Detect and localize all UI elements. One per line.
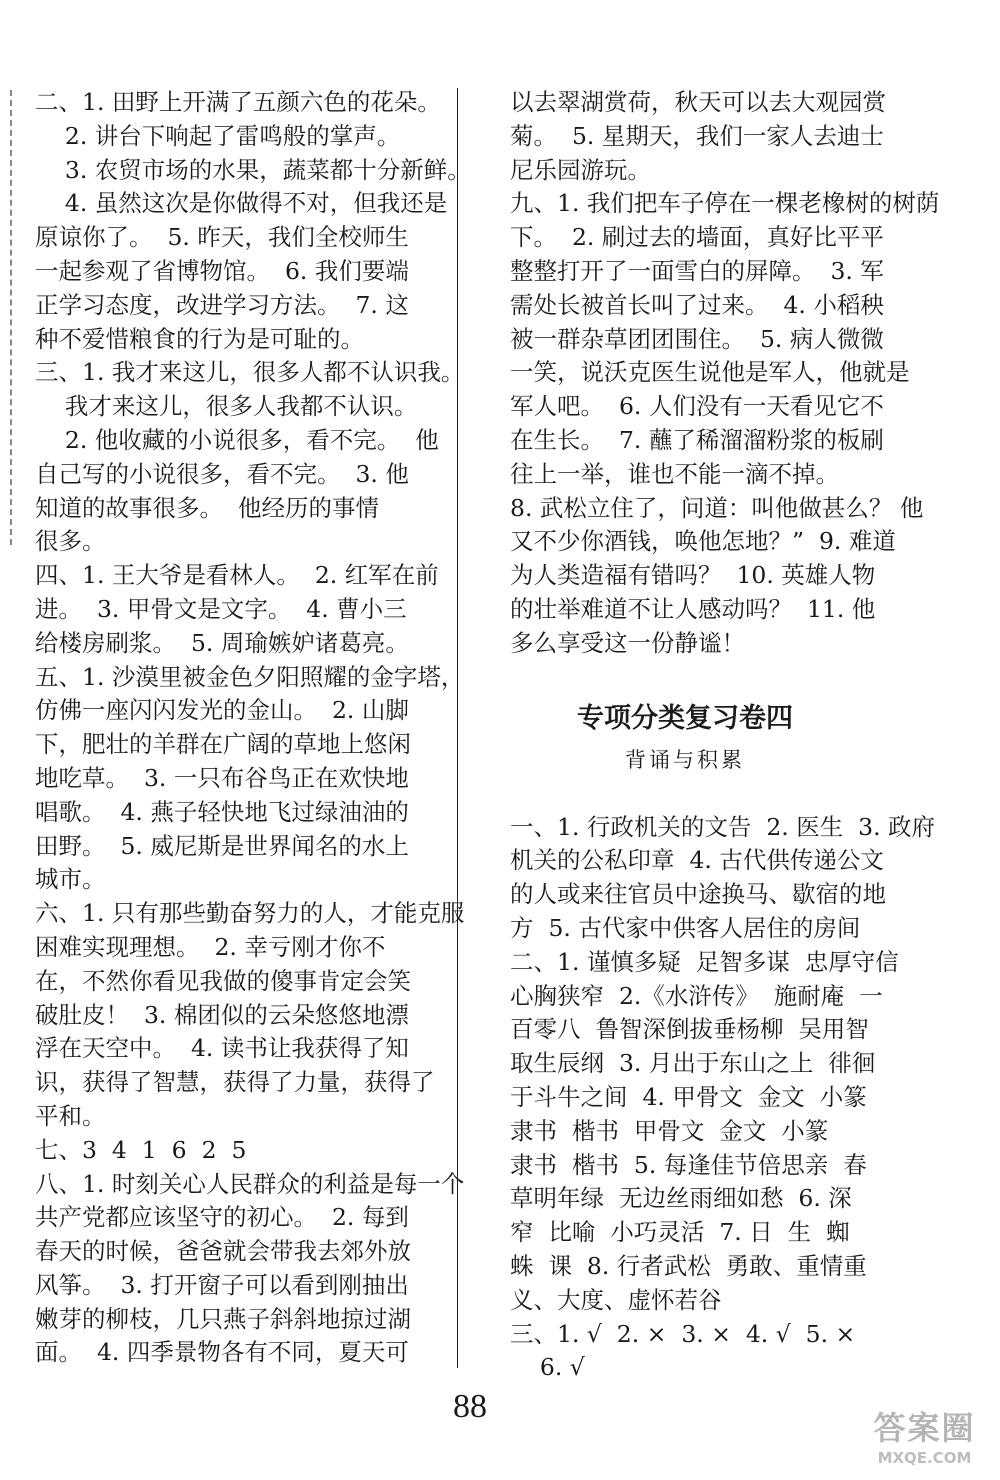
answer-line: 军人吧。 6. 人们没有一天看见它不 bbox=[510, 392, 884, 421]
answer-line: 我才来这儿，很多人我都不认识。 bbox=[35, 392, 418, 421]
answer-line: 六、1. 只有那些勤奋努力的人，才能克服 bbox=[35, 899, 465, 928]
answer-line: 心胸狭窄 2.《水浒传》 施耐庵 一 bbox=[510, 981, 883, 1010]
answer-line: 七、3 4 1 6 2 5 bbox=[35, 1135, 247, 1164]
answer-line: 一笑，说沃克医生说他是军人，他就是 bbox=[510, 358, 910, 387]
answer-line: 嫩芽的柳枝，几只燕子斜斜地掠过湖 bbox=[35, 1304, 411, 1333]
answer-line: 又不少你酒钱，唤他怎地？” 9. 难道 bbox=[510, 527, 896, 556]
answer-line: 田野。 5. 威尼斯是世界闻名的水上 bbox=[35, 831, 409, 860]
answer-line: 四、1. 王大爷是看林人。 2. 红军在前 bbox=[35, 561, 439, 590]
answer-line: 草明年绿 无边丝雨细如愁 6. 深 bbox=[510, 1184, 852, 1213]
answer-line: 的人或来往官员中途换马、歇宿的地 bbox=[510, 880, 886, 909]
answer-line: 在生长。 7. 蘸了稀溜溜粉浆的板刷 bbox=[510, 425, 884, 454]
answer-line: 春天的时候，爸爸就会带我去郊外放 bbox=[35, 1237, 411, 1266]
answer-line: 唱歌。 4. 燕子轻快地飞过绿油油的 bbox=[35, 797, 409, 826]
answer-line: 隶书 楷书 5. 每逢佳节倍思亲 春 bbox=[510, 1150, 867, 1179]
answer-line: 4. 虽然这次是你做得不对，但我还是 bbox=[35, 189, 448, 218]
answer-line: 破肚皮！ 3. 棉团似的云朵悠悠地漂 bbox=[35, 1000, 409, 1029]
page-number: 88 bbox=[453, 1388, 487, 1425]
answer-line: 城市。 bbox=[35, 865, 106, 894]
answer-line: 6. √ bbox=[510, 1353, 585, 1382]
answer-line: 一、1. 行政机关的文告 2. 医生 3. 政府 bbox=[510, 812, 936, 841]
watermark-logo: 答案圈 bbox=[873, 1409, 976, 1447]
answer-line: 很多。 bbox=[35, 527, 106, 556]
answer-line: 种不爱惜粮食的行为是可耻的。 bbox=[35, 324, 364, 353]
answer-line: 的壮举难道不让人感动吗？ 11. 他 bbox=[510, 594, 876, 623]
answer-line: 平和。 bbox=[35, 1101, 106, 1130]
answer-line: 下。 2. 刷过去的墙面，真好比平平 bbox=[510, 223, 884, 252]
binding-dashed-line bbox=[10, 90, 12, 545]
answer-line: 义、大度、虚怀若谷 bbox=[510, 1285, 722, 1314]
answer-line: 8. 武松立住了，问道：叫他做甚么？ 他 bbox=[510, 493, 924, 522]
answer-line: 知道的故事很多。 他经历的事情 bbox=[35, 493, 379, 522]
answer-line: 原谅你了。 5. 昨天，我们全校师生 bbox=[35, 223, 409, 252]
answer-line: 尼乐园游玩。 bbox=[510, 155, 651, 184]
answer-line: 地吃草。 3. 一只布谷鸟正在欢快地 bbox=[35, 763, 409, 792]
right-top-answers bbox=[510, 86, 940, 661]
answer-line: 菊。 5. 星期天，我们一家人去迪士 bbox=[510, 121, 884, 150]
answer-line: 窄 比喻 小巧灵活 7. 日 生 蜘 bbox=[510, 1218, 850, 1247]
answer-line: 仿佛一座闪闪发光的金山。 2. 山脚 bbox=[35, 696, 409, 725]
answer-line: 进。 3. 甲骨文是文字。 4. 曹小三 bbox=[35, 594, 407, 623]
answer-line: 机关的公私印章 4. 古代供传递公文 bbox=[510, 846, 884, 875]
answer-line: 浮在天空中。 4. 读书让我获得了知 bbox=[35, 1034, 409, 1063]
answer-line: 整整打开了一面雪白的屏障。 3. 军 bbox=[510, 256, 884, 285]
section-title: 专项分类复习卷四 bbox=[577, 702, 793, 734]
answer-line: 在，不然你看见我做的傻事肯定会笑 bbox=[35, 966, 411, 995]
watermark-url: MXQE.COM bbox=[877, 1449, 972, 1467]
answer-line: 百零八 鲁智深倒拔垂杨柳 吴用智 bbox=[510, 1015, 869, 1044]
answer-line: 被一群杂草团团围住。 5. 病人微微 bbox=[510, 324, 884, 353]
answer-line: 3. 农贸市场的水果，蔬菜都十分新鲜。 bbox=[35, 155, 471, 184]
answer-line: 二、1. 田野上开满了五颜六色的花朵。 bbox=[35, 88, 441, 116]
answer-line: 困难实现理想。 2. 幸亏刚才你不 bbox=[35, 932, 386, 961]
answer-line: 风筝。 3. 打开窗子可以看到刚抽出 bbox=[35, 1270, 409, 1299]
answer-line: 一起参观了省博物馆。 6. 我们要端 bbox=[35, 256, 409, 285]
answer-line: 八、1. 时刻关心人民群众的利益是每一个 bbox=[35, 1169, 465, 1198]
answer-line: 九、1. 我们把车子停在一棵老橡树的树荫 bbox=[510, 189, 940, 218]
answer-line: 多么享受这一份静谧！ bbox=[510, 628, 745, 657]
right-column bbox=[510, 86, 940, 1385]
answer-line: 面。 4. 四季景物各有不同，夏天可 bbox=[35, 1338, 409, 1367]
answer-line: 需处长被首长叫了过来。 4. 小稻秧 bbox=[510, 290, 884, 319]
section-subtitle: 背诵与积累 bbox=[625, 747, 745, 772]
answer-line: 共产党都应该坚守的初心。 2. 每到 bbox=[35, 1203, 409, 1232]
answer-line: 二、1. 谨慎多疑 足智多谋 忠厚守信 bbox=[510, 947, 899, 976]
answer-line: 取生辰纲 3. 月出于东山之上 徘徊 bbox=[510, 1049, 876, 1078]
answer-line: 蛛 课 8. 行者武松 勇敢、重情重 bbox=[510, 1251, 867, 1280]
right-bottom-answers bbox=[510, 811, 936, 1386]
watermark bbox=[857, 1396, 992, 1474]
answer-line: 以去翠湖赏荷，秋天可以去大观园赏 bbox=[510, 88, 886, 116]
answer-line: 五、1. 沙漠里被金色夕阳照耀的金字塔， bbox=[35, 662, 465, 691]
answer-line: 2. 他收藏的小说很多，看不完。 他 bbox=[35, 425, 439, 454]
answer-line: 下，肥壮的羊群在广阔的草地上悠闲 bbox=[35, 730, 411, 759]
answer-line: 2. 讲台下响起了雷鸣般的掌声。 bbox=[35, 121, 401, 150]
answer-line: 正学习态度，改进学习方法。 7. 这 bbox=[35, 290, 409, 319]
answer-line: 隶书 楷书 甲骨文 金文 小篆 bbox=[510, 1116, 829, 1145]
answer-line: 识，获得了智慧，获得了力量，获得了 bbox=[35, 1068, 435, 1097]
answer-line: 于斗牛之间 4. 甲骨文 金文 小篆 bbox=[510, 1082, 867, 1111]
left-column bbox=[35, 86, 471, 1370]
answer-line: 给楼房刷浆。 5. 周瑜嫉妒诸葛亮。 bbox=[35, 628, 409, 657]
answer-line: 方 5. 古代家中供客人居住的房间 bbox=[510, 913, 861, 942]
answer-line: 往上一举，谁也不能一滴不掉。 bbox=[510, 459, 839, 488]
answer-line: 三、1. 我才来这儿，很多人都不认识我。 bbox=[35, 358, 465, 387]
answer-line: 为人类造福有错吗？ 10. 英雄人物 bbox=[510, 561, 876, 590]
answer-line: 三、1. √ 2. × 3. × 4. √ 5. × bbox=[510, 1319, 856, 1348]
answer-line: 自己写的小说很多，看不完。 3. 他 bbox=[35, 459, 409, 488]
